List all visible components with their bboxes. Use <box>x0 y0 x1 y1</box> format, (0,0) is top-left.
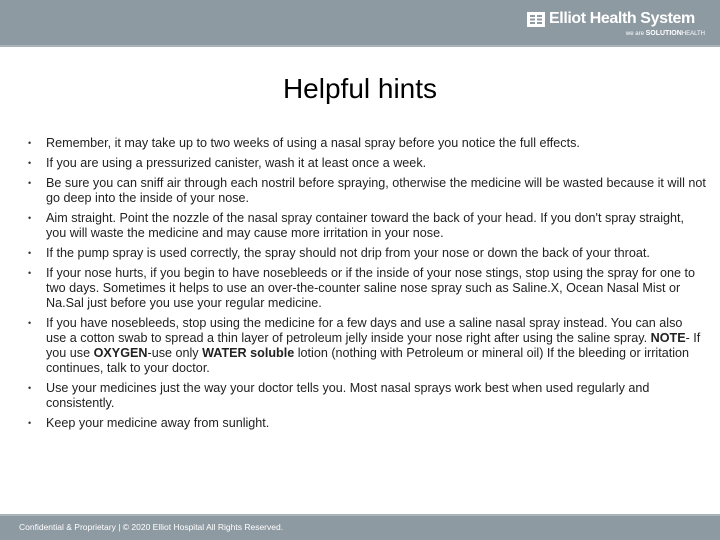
page-title: Helpful hints <box>282 73 438 104</box>
hint-text: Be sure you can sniff air through each nostril before spraying, otherwise the medicine will be wasted because it will not go deep into the inside of your nose. <box>46 176 706 205</box>
hint-text: Remember, it may take up to two weeks of using a nasal spray before you notice the full effects. <box>46 136 580 150</box>
hint-item <box>28 156 706 171</box>
bullet-glyph: • <box>28 318 32 328</box>
bullet-glyph: • <box>28 268 32 278</box>
hint-text: If the pump spray is used correctly, the spray should not drip from your nose or down the back of your throat. <box>46 246 650 260</box>
hint-item <box>28 381 706 411</box>
bullet-glyph: • <box>28 178 32 188</box>
hint-emphasis: WATER soluble <box>202 346 295 360</box>
hint-item <box>28 136 706 151</box>
footer-copyright: Confidential & Proprietary | © 2020 Elliot Hospital All Rights Reserved. <box>19 522 284 532</box>
hint-text: If your nose hurts, if you begin to have nosebleeds or if the inside of your nose stings, stop using the spray for one to two days. Sometimes it helps to use an over-the-counter saline nose spray such as Saline.X, Ocean Nasal Mist or Na.Sal just before you use your regular medicine. <box>46 266 695 310</box>
bullet-glyph: • <box>28 383 32 393</box>
bullet-glyph: • <box>28 158 32 168</box>
hint-item <box>28 316 706 376</box>
bullet-glyph: • <box>28 213 32 223</box>
hint-text: - If you use <box>46 331 701 360</box>
elliot-health-logo <box>527 10 707 40</box>
hint-item <box>28 246 706 261</box>
bullet-glyph: • <box>28 138 32 148</box>
hint-text: lotion (nothing with Petroleum or mineral oil) If the bleeding or irritation continues, talk to your doctor. <box>46 346 690 375</box>
hint-emphasis: OXYGEN <box>93 346 148 360</box>
hint-item <box>28 211 706 241</box>
hint-text: If you are using a pressurized canister, wash it at least once a week. <box>46 156 427 170</box>
hint-text: Aim straight. Point the nozzle of the nasal spray container toward the back of your head. If you don't spray straight, you will waste the medicine and may cause more irritation in your nose. <box>46 211 685 240</box>
bullet-glyph: • <box>28 418 32 428</box>
hint-text: Keep your medicine away from sunlight. <box>46 416 270 430</box>
header-band <box>0 0 720 47</box>
hint-item <box>28 416 706 431</box>
hint-item <box>28 266 706 311</box>
hint-text: If you have nosebleeds, stop using the medicine for a few days and use a saline nasal spray instead. You can also use a cotton swab to spread a thin layer of petroleum jelly inside your nose right after using the saline spray. <box>46 316 683 345</box>
footer-band <box>0 514 720 540</box>
hints-list <box>28 136 706 436</box>
bullet-glyph: • <box>28 248 32 258</box>
hint-text: -use only <box>147 346 203 360</box>
logo-name: Elliot Health System <box>549 10 695 27</box>
elliot-mark-icon <box>527 12 545 27</box>
logo-tagline: we are SOLUTIONHEALTH <box>625 30 705 37</box>
hint-text: Use your medicines just the way your doctor tells you. Most nasal sprays work best when used regularly and consistently. <box>46 381 650 410</box>
hint-emphasis: NOTE <box>650 331 686 345</box>
hint-item <box>28 176 706 206</box>
